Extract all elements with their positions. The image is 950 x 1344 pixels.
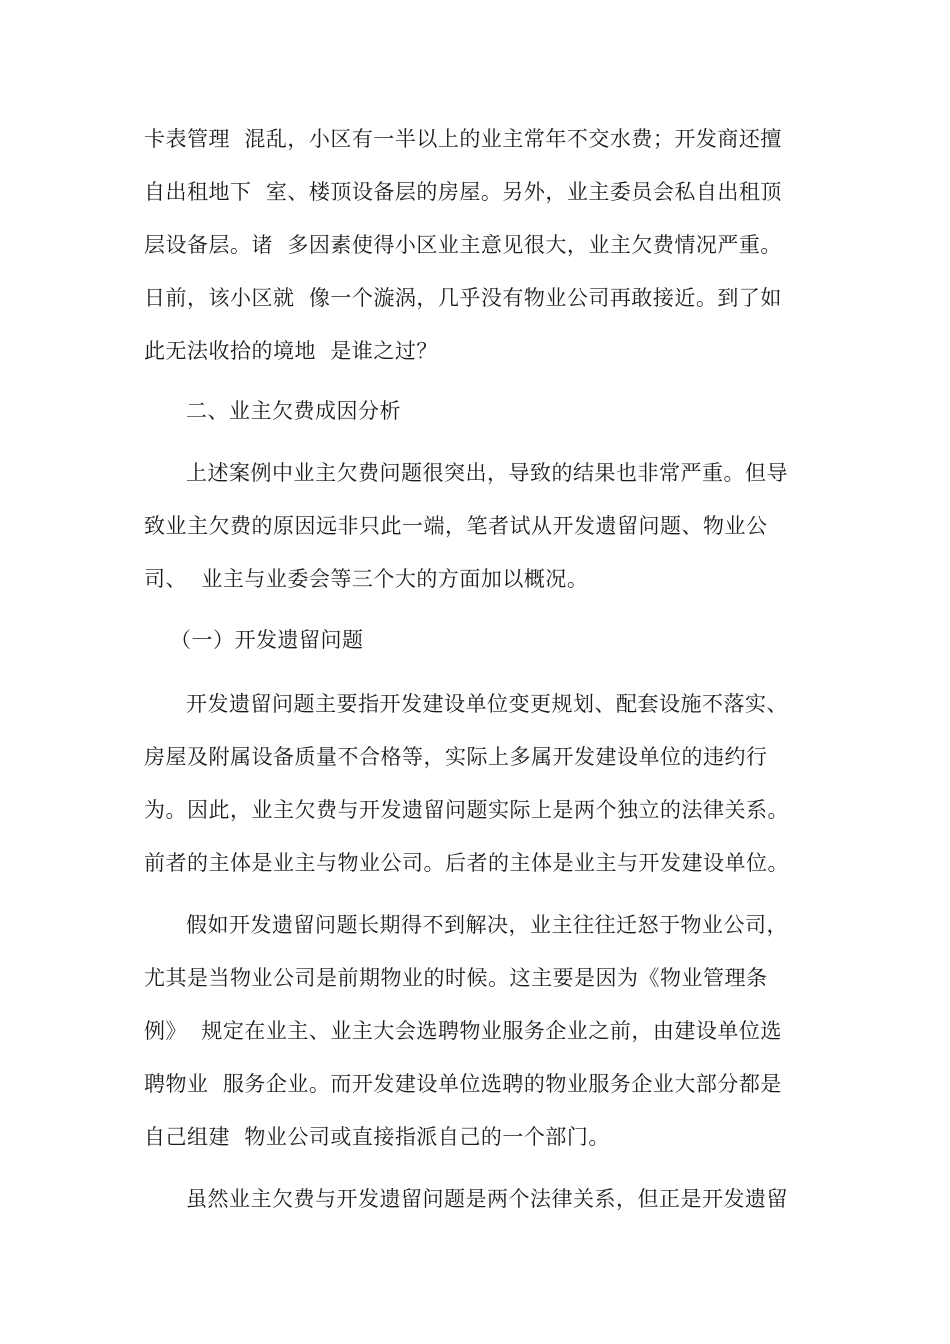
text-line: 卡表管理 混乱，小区有一半以上的业主常年不交水费；开发商还擅 — [144, 127, 782, 151]
text-line: 为。因此，业主欠费与开发遗留问题实际上是两个独立的法律关系。 — [144, 798, 789, 822]
text-line: 上述案例中业主欠费问题很突出，导致的结果也非常严重。但导 — [186, 461, 788, 485]
text-line: 虽然业主欠费与开发遗留问题是两个法律关系，但正是开发遗留 — [186, 1187, 788, 1211]
section-heading: 二、业主欠费成因分析 — [186, 399, 401, 423]
text-line: 聘物业 服务企业。而开发建设单位选聘的物业服务企业大部分都是 — [144, 1072, 782, 1096]
text-line: 自出租地下 室、楼顶设备层的房屋。另外，业主委员会私自出租顶 — [144, 180, 782, 204]
text-line: 致业主欠费的原因远非只此一端，笔者试从开发遗留问题、物业公 — [144, 514, 768, 538]
text-line: 前者的主体是业主与物业公司。后者的主体是业主与开发建设单位。 — [144, 851, 789, 875]
text-line: 司、 业主与业委会等三个大的方面加以概况。 — [144, 567, 589, 591]
text-line: 层设备层。诸 多因素使得小区业主意见很大，业主欠费情况严重。 — [144, 233, 782, 257]
text-line: 此无法收拾的境地 是谁之过？ — [144, 339, 438, 363]
text-line: 日前，该小区就 像一个漩涡，几乎没有物业公司再敢接近。到了如 — [144, 286, 782, 310]
subsection-heading: （一）开发遗留问题 — [170, 628, 364, 652]
text-line: 假如开发遗留问题长期得不到解决，业主往往迁怒于物业公司， — [186, 913, 788, 937]
text-line: 自己组建 物业公司或直接指派自己的一个部门。 — [144, 1125, 610, 1149]
text-line: 房屋及附属设备质量不合格等，实际上多属开发建设单位的违约行 — [144, 745, 768, 769]
text-line: 开发遗留问题主要指开发建设单位变更规划、配套设施不落实、 — [186, 692, 788, 716]
text-line: 尤其是当物业公司是前期物业的时候。这主要是因为《物业管理条 — [144, 966, 768, 990]
text-line: 例》 规定在业主、业主大会选聘物业服务企业之前，由建设单位选 — [144, 1019, 782, 1043]
